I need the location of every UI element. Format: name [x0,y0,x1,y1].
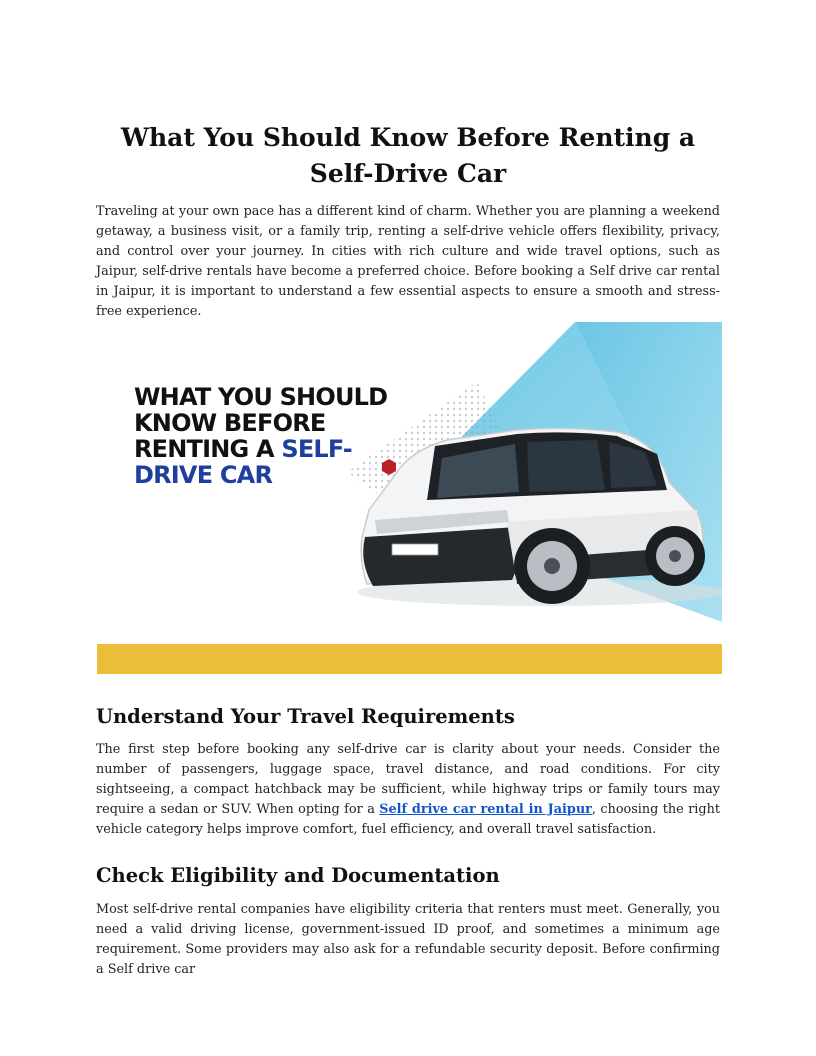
page-title: What You Should Know Before Renting a Self-Drive Car [120,123,696,188]
section-heading: Understand Your Travel Requirements [96,705,515,728]
section-paragraph: Most self-drive rental companies have eligibility criteria that renters must meet. Generally, you need a valid driving license, government-issued ID proof, and sometimes a minimum age requirement. Some providers may also ask for a refundable security deposit. Before confirming a Self drive car [96,902,720,977]
banner-heading-line: DRIVE CAR [134,461,273,489]
banner-accent-text: SELF- [281,435,352,463]
banner-graphic [97,322,722,674]
banner-heading-line [134,436,352,462]
banner-line-prefix: RENTING A [134,435,282,463]
banner-heading-line: WHAT YOU SHOULD [134,383,388,411]
self-drive-rental-link[interactable]: Self drive car rental in Jaipur [379,801,592,817]
yellow-stripe-shape [97,644,722,674]
paragraph-text: , choosing the right vehicle category helps improve comfort, fuel efficiency, and overall travel satisfaction. [96,801,720,837]
paragraph-text: The first step before booking any self-drive car is clarity about your needs. Consider the number of passengers, luggage space, travel distance, and road conditions. For city sightseeing, a compact hatchback may be sufficient, while highway trips or family tours may require a sedan or SUV. When opting for a [96,742,720,817]
intro-paragraph: Traveling at your own pace has a different kind of charm. Whether you are planning a weekend getaway, a business visit, or a family trip, renting a self-drive vehicle offers flexibility, privacy, and control over your journey. In cities with rich culture and wide travel options, such as Jaipur, self-drive rentals have become a preferred choice. Before booking a Self drive car rental in Jaipur, it is important to understand a few essential aspects to ensure a smooth and stress-free experience. [96,204,720,319]
banner-heading-line: KNOW BEFORE [134,409,326,437]
banner-image [97,322,722,674]
section-heading: Check Eligibility and Documentation [96,864,500,887]
section-paragraph [96,740,720,840]
